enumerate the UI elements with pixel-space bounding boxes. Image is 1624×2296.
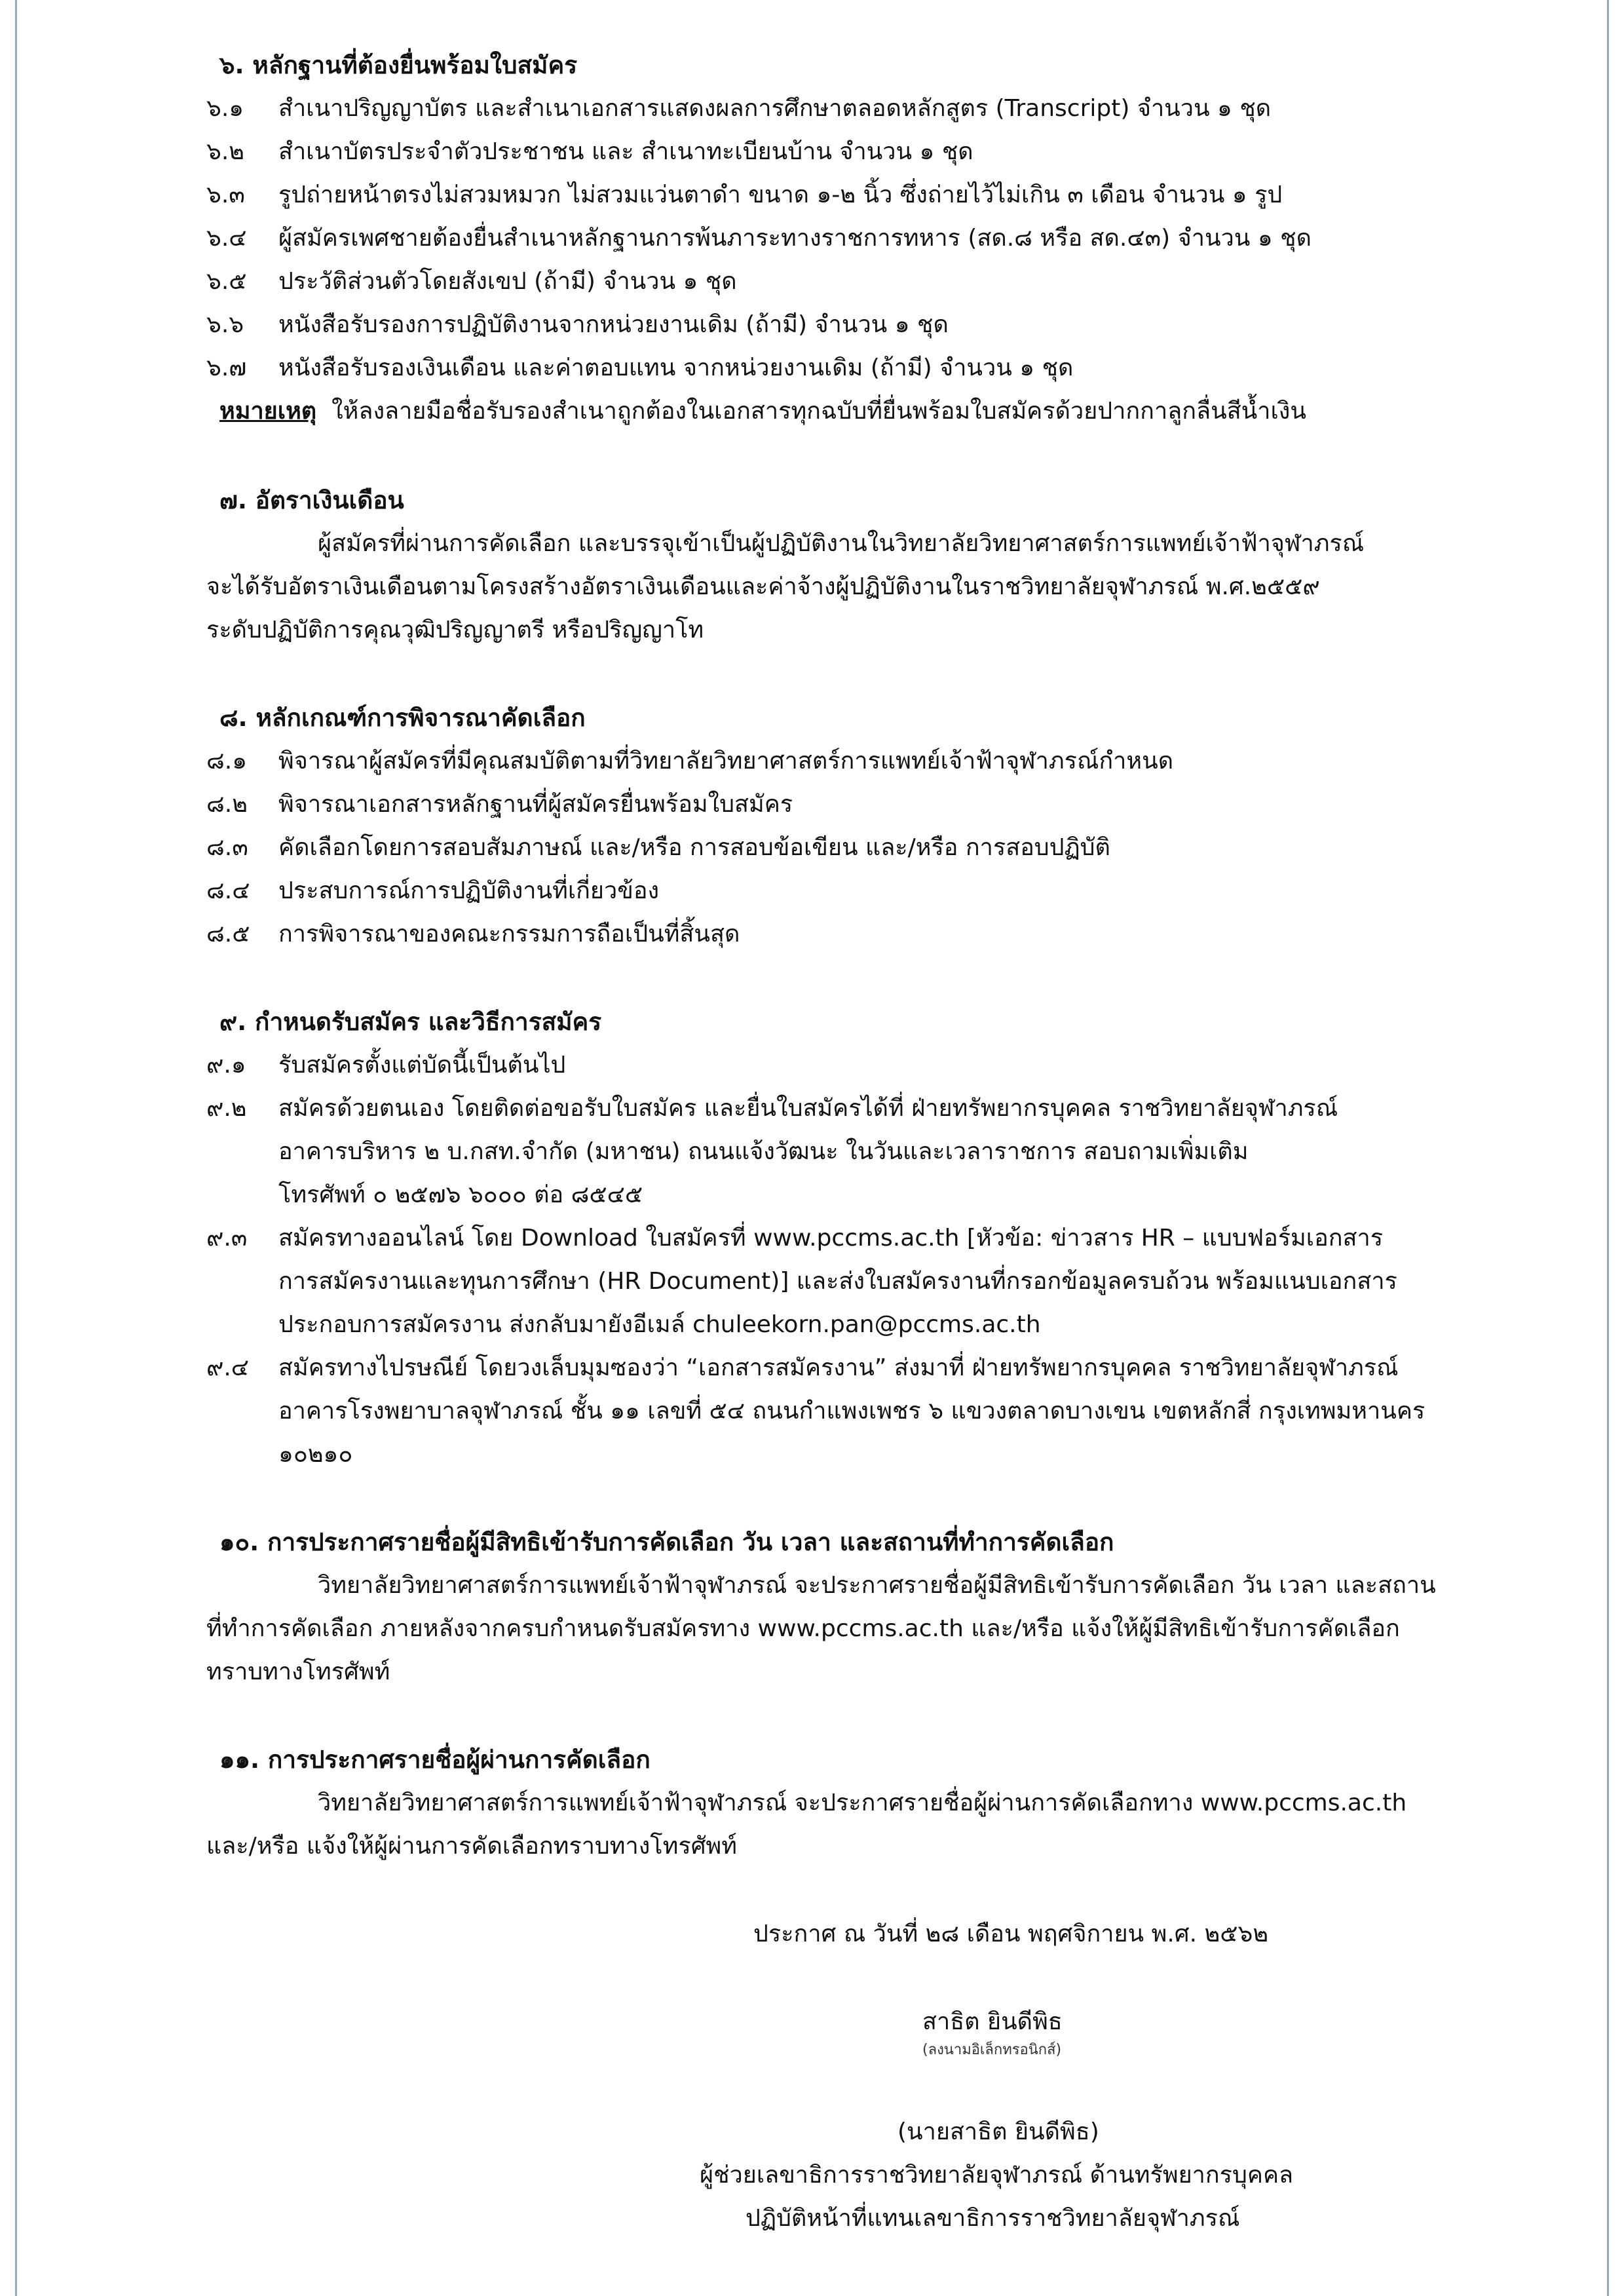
- item-number: ๘.๓: [206, 834, 248, 861]
- item-text: พิจารณาเอกสารหลักฐานที่ผู้สมัครยื่นพร้อมใบสมัคร: [278, 791, 793, 818]
- item-number: ๙.๔: [206, 1354, 250, 1381]
- item-number: ๖.๔: [206, 225, 247, 252]
- paragraph-line: และ/หรือ แจ้งให้ผู้ผ่านการคัดเลือกทราบทางโทรศัพท์: [206, 1833, 738, 1860]
- item-text: พิจารณาผู้สมัครที่มีคุณสมบัติตามที่วิทยาลัยวิทยาศาสตร์การแพทย์เจ้าฟ้าจุฬาภรณ์กำหนด: [278, 748, 1174, 775]
- item-text: หนังสือรับรองเงินเดือน และค่าตอบแทน จากหน่วยงานเดิม (ถ้ามี) จำนวน ๑ ชุด: [278, 354, 1074, 381]
- list-item: [206, 1221, 1383, 1255]
- item-continuation: ประกอบการสมัครงาน ส่งกลับมายังอีเมล์ chuleekorn.pan@pccms.ac.th: [278, 1311, 1041, 1338]
- signatory-acting-position: ปฏิบัติหน้าที่แทนเลขาธิการราชวิทยาลัยจุฬาภรณ์: [746, 2205, 1240, 2232]
- item-number: ๙.๒: [206, 1095, 247, 1122]
- item-text: รูปถ่ายหน้าตรงไม่สวมหมวก ไม่สวมแว่นตาดำ ขนาด ๑-๒ นิ้ว ซึ่งถ่ายไว้ไม่เกิน ๓ เดือน จำนวน ๑ รูป: [278, 182, 1283, 208]
- list-item: [206, 92, 1271, 126]
- item-text: คัดเลือกโดยการสอบสัมภาษณ์ และ/หรือ การสอบข้อเขียน และ/หรือ การสอบปฏิบัติ: [278, 834, 1110, 861]
- list-item: [206, 265, 737, 299]
- item-continuation: อาคารบริหาร ๒ บ.กสท.จำกัด (มหาชน) ถนนแจ้งวัฒนะ ในวันและเวลาราชการ สอบถามเพิ่มเติม: [278, 1138, 1249, 1165]
- note-label: หมายเหตุ: [219, 398, 317, 425]
- signatory-full-name: (นายสาธิต ยินดีพิธ): [897, 2118, 1099, 2145]
- paragraph-line: ระดับปฏิบัติการคุณวุฒิปริญญาตรี หรือปริญญาโท: [206, 617, 704, 643]
- item-text: ผู้สมัครเพศชายต้องยื่นสำเนาหลักฐานการพ้นภาระทางราชการทหาร (สด.๘ หรือ สด.๔๓) จำนวน ๑ ชุด: [278, 225, 1312, 252]
- item-number: ๖.๖: [206, 311, 244, 338]
- item-number: ๖.๗: [206, 354, 247, 381]
- announcement-date: ประกาศ ณ วันที่ ๒๘ เดือน พฤศจิกายน พ.ศ. ๒๕๖๒: [753, 1921, 1269, 1947]
- paragraph-line: วิทยาลัยวิทยาศาสตร์การแพทย์เจ้าฟ้าจุฬาภรณ์ จะประกาศรายชื่อผู้ผ่านการคัดเลือกทาง www.pccms.ac.th: [318, 1789, 1407, 1816]
- signatory-position: ผู้ช่วยเลขาธิการราชวิทยาลัยจุฬาภรณ์ ด้านทรัพยากรบุคคล: [700, 2162, 1294, 2189]
- item-number: ๖.๑: [206, 95, 244, 122]
- item-text: ประสบการณ์การปฏิบัติงานที่เกี่ยวข้อง: [278, 877, 660, 904]
- list-item: [206, 831, 1110, 865]
- item-text: ประวัติส่วนตัวโดยสังเขป (ถ้ามี) จำนวน ๑ ชุด: [278, 268, 737, 295]
- item-text: สมัครทางไปรษณีย์ โดยวงเล็บมุมซองว่า “เอกสารสมัครงาน” ส่งมาที่ ฝ่ายทรัพยากรบุคคล ราชวิทยาลัยจุฬาภรณ์: [278, 1354, 1399, 1381]
- item-number: ๖.๕: [206, 268, 247, 295]
- list-item: [206, 178, 1282, 212]
- item-continuation: ๑๐๒๑๐: [278, 1441, 353, 1468]
- item-continuation: การสมัครงานและทุนการศึกษา (HR Document)] และส่งใบสมัครงานที่กรอกข้อมูลครบถ้วน พร้อมแนบเอกสาร: [278, 1268, 1397, 1295]
- list-item: [206, 744, 1173, 778]
- section-7-heading: ๗. อัตราเงินเดือน: [219, 486, 404, 514]
- item-text: หนังสือรับรองการปฏิบัติงานจากหน่วยงานเดิม (ถ้ามี) จำนวน ๑ ชุด: [278, 311, 949, 338]
- note: [219, 394, 1306, 429]
- section-11-heading: ๑๑. การประกาศรายชื่อผู้ผ่านการคัดเลือก: [219, 1746, 651, 1774]
- item-text: สำเนาปริญญาบัตร และสำเนาเอกสารแสดงผลการศึกษาตลอดหลักสูตร (Transcript) จำนวน ๑ ชุด: [278, 95, 1272, 122]
- section-10-heading: ๑๐. การประกาศรายชื่อผู้มีสิทธิเข้ารับการคัดเลือก วัน เวลา และสถานที่ทำการคัดเลือก: [219, 1528, 1114, 1556]
- list-item: [206, 221, 1312, 256]
- paragraph-line: จะได้รับอัตราเงินเดือนตามโครงสร้างอัตราเงินเดือนและค่าจ้างผู้ปฏิบัติงานในราชวิทยาลัยจุฬาภรณ์ พ.ศ.๒๕๕๙: [206, 573, 1320, 600]
- item-text: สำเนาบัตรประจำตัวประชาชน และ สำเนาทะเบียนบ้าน จำนวน ๑ ชุด: [278, 138, 973, 165]
- item-text: รับสมัครตั้งแต่บัดนี้เป็นต้นไป: [278, 1052, 566, 1079]
- list-item: [206, 1048, 565, 1082]
- item-number: ๘.๕: [206, 921, 250, 947]
- paragraph-line: ผู้สมัครที่ผ่านการคัดเลือก และบรรจุเข้าเป็นผู้ปฏิบัติงานในวิทยาลัยวิทยาศาสตร์การแพทย์เจ้าฟ้าจุฬาภรณ์: [318, 530, 1365, 557]
- note-text: ให้ลงลายมือชื่อรับรองสำเนาถูกต้องในเอกสารทุกฉบับที่ยื่นพร้อมใบสมัครด้วยปากกาลูกลื่นสีน้ำเงิน: [331, 398, 1306, 425]
- list-item: [206, 351, 1073, 385]
- list-item: [206, 308, 949, 342]
- list-item: [206, 1351, 1399, 1385]
- item-text: สมัครทางออนไลน์ โดย Download ใบสมัครที่ www.pccms.ac.th [หัวข้อ: ข่าวสาร HR – แบบฟอร์มเอกสาร: [278, 1225, 1384, 1252]
- item-number: ๖.๒: [206, 138, 245, 165]
- item-number: ๘.๑: [206, 748, 248, 775]
- section-6-heading: ๖. หลักฐานที่ต้องยื่นพร้อมใบสมัคร: [219, 51, 578, 79]
- item-number: ๙.๓: [206, 1225, 248, 1252]
- item-number: ๙.๑: [206, 1052, 246, 1079]
- signed-name: สาธิต ยินดีพิธ: [922, 2008, 1063, 2035]
- list-item: [206, 1092, 1338, 1126]
- paragraph-line: ทราบทางโทรศัพท์: [206, 1658, 390, 1685]
- section-8-heading: ๘. หลักเกณฑ์การพิจารณาคัดเลือก: [219, 704, 586, 732]
- item-text: การพิจารณาของคณะกรรมการถือเป็นที่สิ้นสุด: [278, 921, 740, 947]
- item-number: ๘.๒: [206, 791, 248, 818]
- list-item: [206, 135, 973, 169]
- section-9-heading: ๙. กำหนดรับสมัคร และวิธีการสมัคร: [219, 1008, 602, 1036]
- item-number: ๖.๓: [206, 182, 245, 208]
- item-continuation: โทรศัพท์ ๐ ๒๕๗๖ ๖๐๐๐ ต่อ ๘๕๔๕: [278, 1181, 643, 1208]
- paragraph-line: วิทยาลัยวิทยาศาสตร์การแพทย์เจ้าฟ้าจุฬาภรณ์ จะประกาศรายชื่อผู้มีสิทธิเข้ารับการคัดเลือก วัน เวลา และสถาน: [318, 1572, 1436, 1599]
- item-number: ๘.๔: [206, 877, 250, 904]
- electronic-signature-note: (ลงนามอิเล็กทรอนิกส์): [922, 2042, 1062, 2058]
- item-continuation: อาคารโรงพยาบาลจุฬาภรณ์ ชั้น ๑๑ เลขที่ ๕๔ ถนนกำแพงเพชร ๖ แขวงตลาดบางเขน เขตหลักสี่ กรุงเทพมหานคร: [278, 1398, 1426, 1425]
- list-item: [206, 788, 793, 822]
- list-item: [206, 917, 740, 951]
- list-item: [206, 874, 659, 908]
- paragraph-line: ที่ทำการคัดเลือก ภายหลังจากครบกำหนดรับสมัครทาง www.pccms.ac.th และ/หรือ แจ้งให้ผู้มีสิทธิเข้ารับการคัดเลือก: [206, 1615, 1400, 1642]
- item-text: สมัครด้วยตนเอง โดยติดต่อขอรับใบสมัคร และยื่นใบสมัครได้ที่ ฝ่ายทรัพยากรบุคคล ราชวิทยาลัยจุฬาภรณ์: [278, 1095, 1338, 1122]
